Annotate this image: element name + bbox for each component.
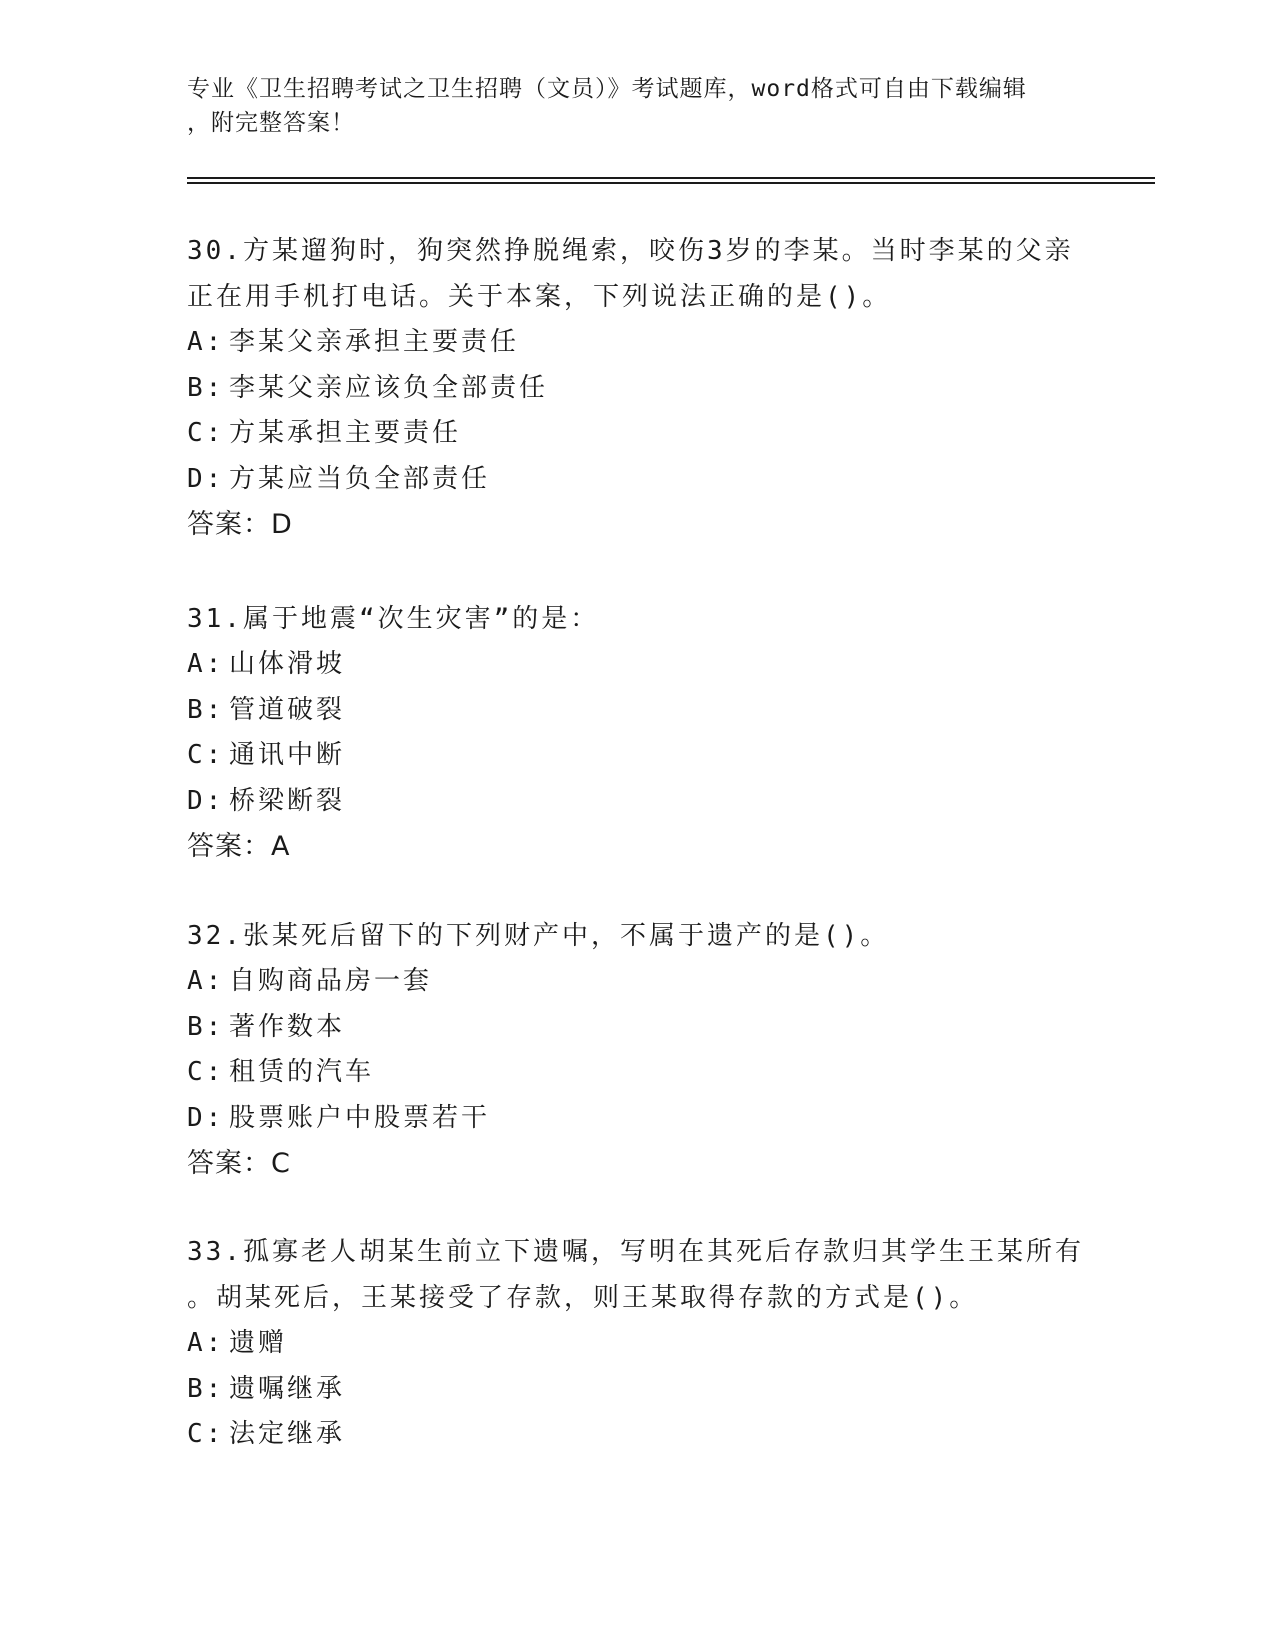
option-a bbox=[187, 320, 1087, 366]
header-divider-top bbox=[187, 177, 1155, 179]
document-header bbox=[187, 72, 1067, 140]
question-31 bbox=[187, 596, 1087, 870]
option-b bbox=[187, 1367, 1087, 1413]
option-text: 方某承担主要责任 bbox=[229, 418, 462, 448]
option-key: A: bbox=[187, 966, 225, 996]
option-c bbox=[187, 1050, 1087, 1096]
option-key: B: bbox=[187, 694, 225, 725]
question-32 bbox=[187, 913, 1087, 1187]
option-text: 管道破裂 bbox=[229, 694, 346, 725]
option-d bbox=[187, 779, 1087, 825]
header-title-line-2: ，附完整答案！ bbox=[187, 110, 355, 136]
option-b bbox=[187, 1005, 1087, 1051]
answer-line: 答案：D bbox=[187, 509, 293, 540]
option-text: 租赁的汽车 bbox=[229, 1057, 375, 1087]
option-c bbox=[187, 1412, 1087, 1458]
option-a bbox=[187, 1321, 1087, 1367]
question-stem-line: 正在用手机打电话。关于本案，下列说法正确的是()。 bbox=[187, 282, 892, 312]
question-stem-line: 。胡某死后，王某接受了存款，则王某取得存款的方式是()。 bbox=[187, 1283, 979, 1313]
option-key: B: bbox=[187, 1373, 225, 1404]
option-text: 通讯中断 bbox=[229, 740, 346, 770]
question-stem-line: 32.张某死后留下的下列财产中，不属于遗产的是()。 bbox=[187, 921, 890, 951]
option-text: 遗赠 bbox=[229, 1328, 288, 1358]
option-key: C: bbox=[187, 1419, 225, 1449]
option-text: 法定继承 bbox=[229, 1419, 346, 1449]
question-30 bbox=[187, 228, 1087, 548]
option-key: B: bbox=[187, 372, 225, 403]
header-title-line-1: 专业《卫生招聘考试之卫生招聘（文员）》考试题库，word格式可自由下载编辑 bbox=[187, 76, 1027, 102]
answer-line: 答案：A bbox=[187, 831, 291, 862]
option-text: 李某父亲应该负全部责任 bbox=[229, 372, 549, 403]
option-text: 方某应当负全部责任 bbox=[229, 463, 491, 494]
option-c bbox=[187, 733, 1087, 779]
option-text: 山体滑坡 bbox=[229, 649, 346, 679]
option-b bbox=[187, 688, 1087, 734]
option-key: D: bbox=[187, 1102, 225, 1133]
option-text: 股票账户中股票若干 bbox=[229, 1102, 491, 1133]
option-b bbox=[187, 366, 1087, 412]
option-key: C: bbox=[187, 1057, 225, 1087]
option-key: B: bbox=[187, 1011, 225, 1042]
question-stem-line: 33.孤寡老人胡某生前立下遗嘱，写明在其死后存款归其学生王某所有 bbox=[187, 1237, 1084, 1267]
question-33 bbox=[187, 1229, 1087, 1458]
option-key: D: bbox=[187, 463, 225, 494]
answer-line: 答案：C bbox=[187, 1148, 291, 1179]
option-c bbox=[187, 411, 1087, 457]
option-text: 著作数本 bbox=[229, 1011, 346, 1042]
option-key: A: bbox=[187, 649, 225, 679]
header-divider-bottom bbox=[187, 182, 1155, 184]
option-a bbox=[187, 959, 1087, 1005]
option-key: C: bbox=[187, 418, 225, 448]
option-text: 遗嘱继承 bbox=[229, 1373, 346, 1404]
option-key: C: bbox=[187, 740, 225, 770]
option-d bbox=[187, 1096, 1087, 1142]
option-text: 李某父亲承担主要责任 bbox=[229, 327, 520, 357]
option-d bbox=[187, 457, 1087, 503]
question-stem-line: 31.属于地震“次生灾害”的是： bbox=[187, 604, 600, 634]
option-a bbox=[187, 642, 1087, 688]
option-key: A: bbox=[187, 327, 225, 357]
option-key: D: bbox=[187, 785, 225, 816]
option-text: 桥梁断裂 bbox=[229, 785, 346, 816]
question-stem-line: 30.方某遛狗时，狗突然挣脱绳索，咬伤3岁的李某。当时李某的父亲 bbox=[187, 236, 1074, 266]
option-text: 自购商品房一套 bbox=[229, 966, 433, 996]
option-key: A: bbox=[187, 1328, 225, 1358]
